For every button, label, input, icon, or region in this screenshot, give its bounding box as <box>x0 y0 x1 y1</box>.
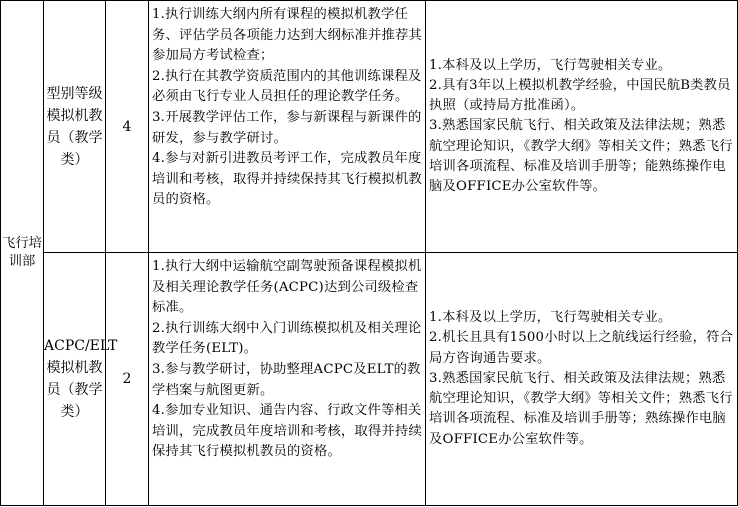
department-label: 飞行培训部 <box>2 236 42 269</box>
duty-item: 4.参加专业知识、通告内容、行政文件等相关培训，完成教员年度培训和考核，取得并持续保持其飞行模拟机教员的资格。 <box>152 403 422 460</box>
count-cell <box>106 253 149 506</box>
requirement-item: 1.本科及以上学历，飞行驾驶相关专业。 <box>429 57 672 73</box>
role-label: ACPC/ELT模拟机教员（教学类） <box>44 338 118 420</box>
duty-item: 1.执行大纲中运输航空副驾驶预备课程模拟机及相关理论教学任务(ACPC)达到公司级检查标准。 <box>152 259 422 316</box>
table-row <box>1 253 738 506</box>
requirements-cell <box>426 253 738 506</box>
requirement-item: 3.熟悉国家民航飞行、相关政策及法律法规；熟悉航空理论知识，《教学大纲》等相关文件；熟悉飞行培训各项流程、标准及培训手册等；熟练操作电脑及OFFICE办公室软件等。 <box>429 370 733 447</box>
headcount-value: 2 <box>122 371 132 387</box>
duties-cell <box>149 253 426 506</box>
requirement-item: 3.熟悉国家民航飞行、相关政策及法律法规；熟悉航空理论知识，《教学大纲》等相关文件；熟悉飞行培训各项流程、标准及培训手册等；能熟练操作电脑及OFFICE办公室软件等。 <box>429 118 733 194</box>
duty-item: 4.参与对新引进教员考评工作，完成教员年度培训和考核，取得并持续保持其飞行模拟机教员的资格。 <box>152 151 422 208</box>
duty-item: 2.执行在其教学资质范围内的其他训练课程及必须由飞行专业人员担任的理论教学任务。 <box>152 68 422 105</box>
requirement-item: 1.本科及以上学历，飞行驾驶相关专业。 <box>429 310 672 326</box>
duty-item: 3.开展教学评估工作，参与新课程与新课件的研发，参与教学研讨。 <box>152 109 422 146</box>
requirement-item: 2.具有3年以上模拟机教学经验，中国民航B类教员执照（或持局方批准函）。 <box>429 77 731 114</box>
department-cell <box>1 1 44 506</box>
duties-cell <box>149 1 426 253</box>
role-label: 型别等级模拟机教员（教学类） <box>46 85 103 168</box>
role-cell <box>44 253 118 506</box>
duty-item: 1.执行训练大纲内所有课程的模拟机教学任务、评估学员各项能力达到大纲标准并推荐其参加局方考试检查； <box>152 7 422 64</box>
role-cell <box>44 1 106 253</box>
duty-item: 3.参与教学研讨，协助整理ACPC及ELT的教学档案与航图更新。 <box>152 361 421 398</box>
requirement-item: 2.机长且具有1500小时以上之航线运行经验，符合局方咨询通告要求。 <box>429 330 734 366</box>
requirements-cell <box>426 1 738 253</box>
table-row <box>1 1 738 253</box>
duty-item: 2.执行训练大纲中入门训练模拟机及相关理论教学任务(ELT)。 <box>152 320 422 357</box>
count-cell <box>106 1 149 253</box>
headcount-value: 4 <box>122 118 132 135</box>
